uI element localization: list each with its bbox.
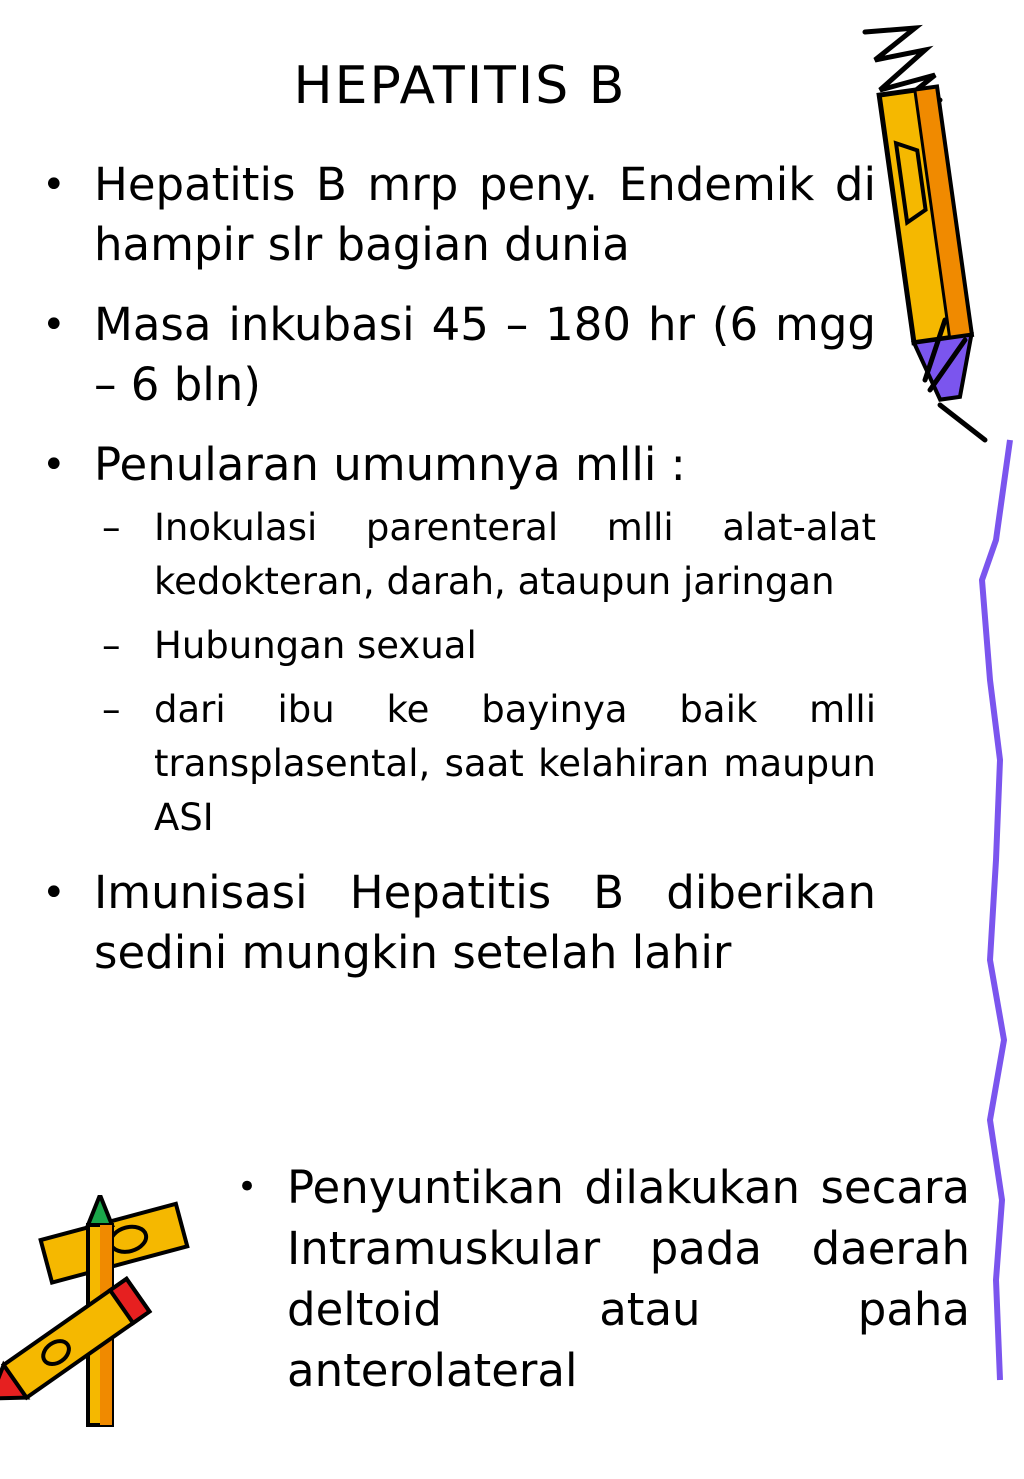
bullet-marker: • (42, 442, 66, 488)
bullet-marker: • (42, 302, 66, 348)
bullet-item (38, 435, 876, 845)
bullet-text: Penyuntikan dilakukan secara Intramuskular pada daerah deltoid atau paha anterolateral (287, 1161, 970, 1397)
sub-list (94, 501, 876, 845)
bullet-text: Masa inkubasi 45 – 180 hr (6 mgg – 6 bln) (94, 298, 876, 411)
dash-marker: – (102, 624, 121, 667)
wavy-line (982, 440, 1010, 1380)
sub-item (94, 501, 876, 609)
sub-item-text: dari ibu ke bayinya baik mlli transplasental, saat kelahiran maupun ASI (154, 688, 876, 839)
main-bullet-list (38, 155, 876, 1003)
bullet-item (233, 1157, 970, 1401)
bullet-text: Hepatitis B mrp peny. Endemik di hampir slr bagian dunia (94, 158, 876, 271)
bullet-item (38, 863, 876, 983)
crayons-icon (0, 1195, 220, 1465)
sub-item-text: Hubungan sexual (154, 624, 477, 667)
sub-item (94, 619, 876, 673)
sub-item-text: Inokulasi parenteral mlli alat-alat kedokteran, darah, ataupun jaringan (154, 506, 876, 603)
bullet-marker: • (237, 1167, 258, 1207)
bullet-marker: • (42, 162, 66, 208)
bullet-text: Imunisasi Hepatitis B diberikan sedini mungkin setelah lahir (94, 866, 876, 979)
bullet-item (38, 155, 876, 275)
sub-item (94, 683, 876, 845)
wavy-line-decoration (960, 420, 1020, 1400)
page-title: HEPATITIS B (293, 56, 627, 116)
dash-marker: – (102, 688, 121, 731)
crayon-tip-green (88, 1195, 112, 1225)
bullet-text: Penularan umumnya mlli : (94, 438, 686, 491)
bottom-bullet-list (233, 1157, 970, 1421)
bullet-marker: • (42, 870, 66, 916)
bullet-item (38, 295, 876, 415)
pencil-icon (855, 20, 995, 450)
dash-marker: – (102, 506, 121, 549)
